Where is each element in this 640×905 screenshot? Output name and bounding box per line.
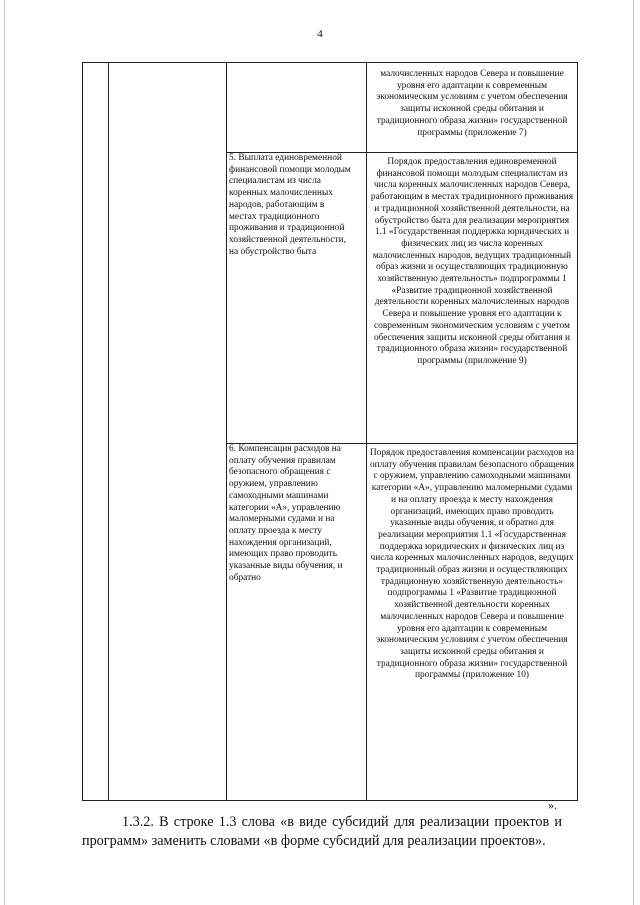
table-row-5-name: 5. Выплата единовременной финансовой помощи молодым специалистам из числа коренных малочисленных народов, работающим в местах традиционного проживания и традиционной хозяйственной деятельности, на обустройство быта — [229, 153, 351, 257]
column-divider-1 — [108, 63, 109, 800]
scan-edge-left — [4, 0, 5, 905]
table-row-6-name: 6. Компенсация расходов на оплату обучения правилам безопасного обращения с оружием, управлению самоходными машинами категории «А», управлению маломерными судами и на оплату проезда к месту нахождения организаций, имеющих право проводить указанные виды обучения, и обратно — [229, 444, 343, 583]
amendment-paragraph: 1.3.2. В строке 1.3 слова «в виде субсидий для реализации проектов и программ» заменить словами «в форме субсидий для реализации проектов». — [82, 814, 562, 849]
column-divider-3 — [366, 63, 367, 800]
table-row-5-description: Порядок предоставления единовременной финансовой помощи молодым специалистам из числа коренных малочисленных народов Севера, работающим в местах традиционного проживания и традиционной хозяйственной деятельности, на обустройство быта для реализации мероприятия 1.1 «Государственная поддержка юридических и физических лиц из числа коренных малочисленных народов, ведущих традиционный образ жизни и осуществляющих традиционную хозяйственную деятельность» подпрограммы 1 «Развитие традиционной хозяйственной деятельности коренных малочисленных народов Севера и повышение уровня его адаптации к современным экономическим условиям с учетом обеспечения защиты исконной среды обитания и традиционного образа жизни» государственной программы (приложение 9) — [370, 157, 574, 366]
closing-quote: ». — [548, 798, 557, 812]
column-divider-2 — [226, 63, 227, 800]
table-row-6-description: Порядок предоставления компенсации расходов на оплату обучения правилам безопасного обращения с оружием, управлению самоходными машинами категории «А», управлению маломерными судами и на оплату проезда к месту нахождения организаций, имеющих право проводить указанные виды обучения, и обратно для реализации мероприятия 1.1 «Государственная поддержка юридических и физических лиц из числа коренных малочисленных народов, ведущих традиционный образ жизни и осуществляющих традиционную хозяйственную деятельность» подпрограммы 1 «Развитие традиционной хозяйственной деятельности коренных малочисленных народов Севера и повышение уровня его адаптации к современным экономическим условиям с учетом обеспечения защиты исконной среды обитания и традиционного образа жизни» государственной программы (приложение 10) — [369, 448, 575, 681]
scan-edge-right — [633, 0, 634, 905]
table-row-4-description: малочисленных народов Севера и повышение уровня его адаптации к современным экономическим условиям с учетом обеспечения защиты исконной среды обитания и традиционного образа жизни» государственной программы (приложение 7) — [376, 69, 568, 138]
page-number: 4 — [317, 28, 323, 40]
program-table — [82, 62, 578, 801]
